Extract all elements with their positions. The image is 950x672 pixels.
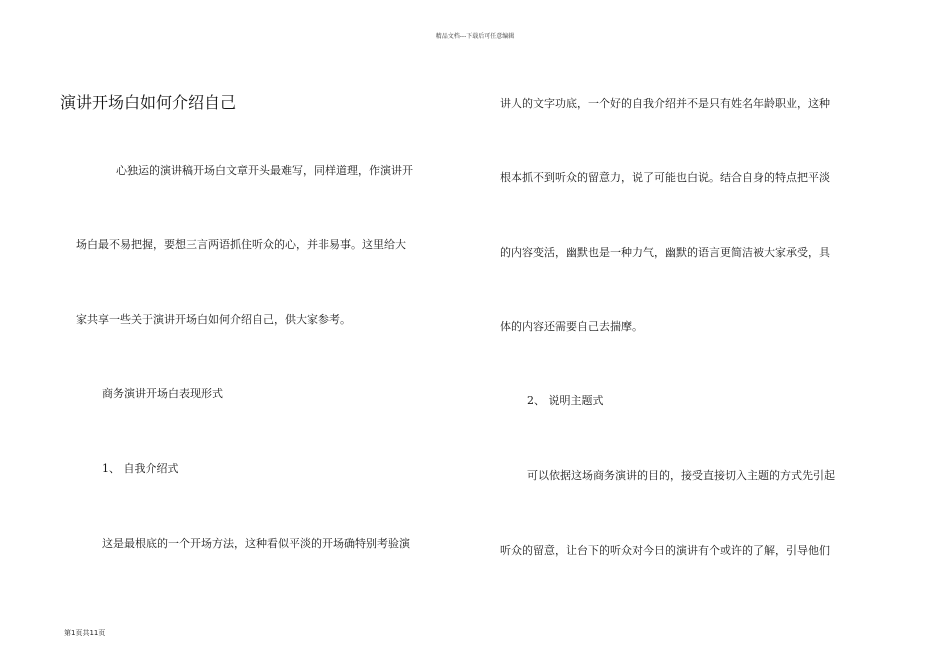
paragraph-line: 听众的留意，让台下的听众对今日的演讲有个或许的了解，引导他们 (500, 544, 830, 557)
paragraph-line: 这是最根底的一个开场方法，这种看似平淡的开场确特别考验演 (102, 537, 410, 550)
paragraph-line: 心独运的演讲稿开场白文章开头最难写，同样道理，作演讲开 (116, 164, 413, 177)
section-heading: 商务演讲开场白表现形式 (102, 387, 223, 400)
paragraph-line: 场白最不易把握，要想三言两语抓住听众的心，并非易事。这里给大 (76, 238, 406, 251)
paragraph-line: 体的内容还需要自己去揣摩。 (500, 320, 643, 333)
paragraph-line: 的内容变活，幽默也是一种力气，幽默的语言更简洁被大家承受，具 (500, 246, 830, 259)
list-item-heading: 1、 自我介绍式 (102, 462, 179, 475)
header-note: 精品文档---下载后可任意编辑 (435, 33, 515, 40)
paragraph-line: 家共享一些关于演讲开场白如何介绍自己，供大家参考。 (76, 313, 351, 326)
list-item-heading: 2、 说明主题式 (527, 394, 604, 407)
paragraph-line: 根本抓不到听众的留意力，说了可能也白说。结合自身的特点把平淡 (500, 171, 830, 184)
paragraph-line: 可以依据这场商务演讲的目的，接受直接切入主题的方式先引起 (527, 469, 835, 482)
paragraph-line: 讲人的文字功底，一个好的自我介绍并不是只有姓名年龄职业，这种 (500, 97, 830, 110)
document-title: 演讲开场白如何介绍自己 (60, 93, 237, 112)
page-number: 第1页共11页 (64, 629, 106, 637)
